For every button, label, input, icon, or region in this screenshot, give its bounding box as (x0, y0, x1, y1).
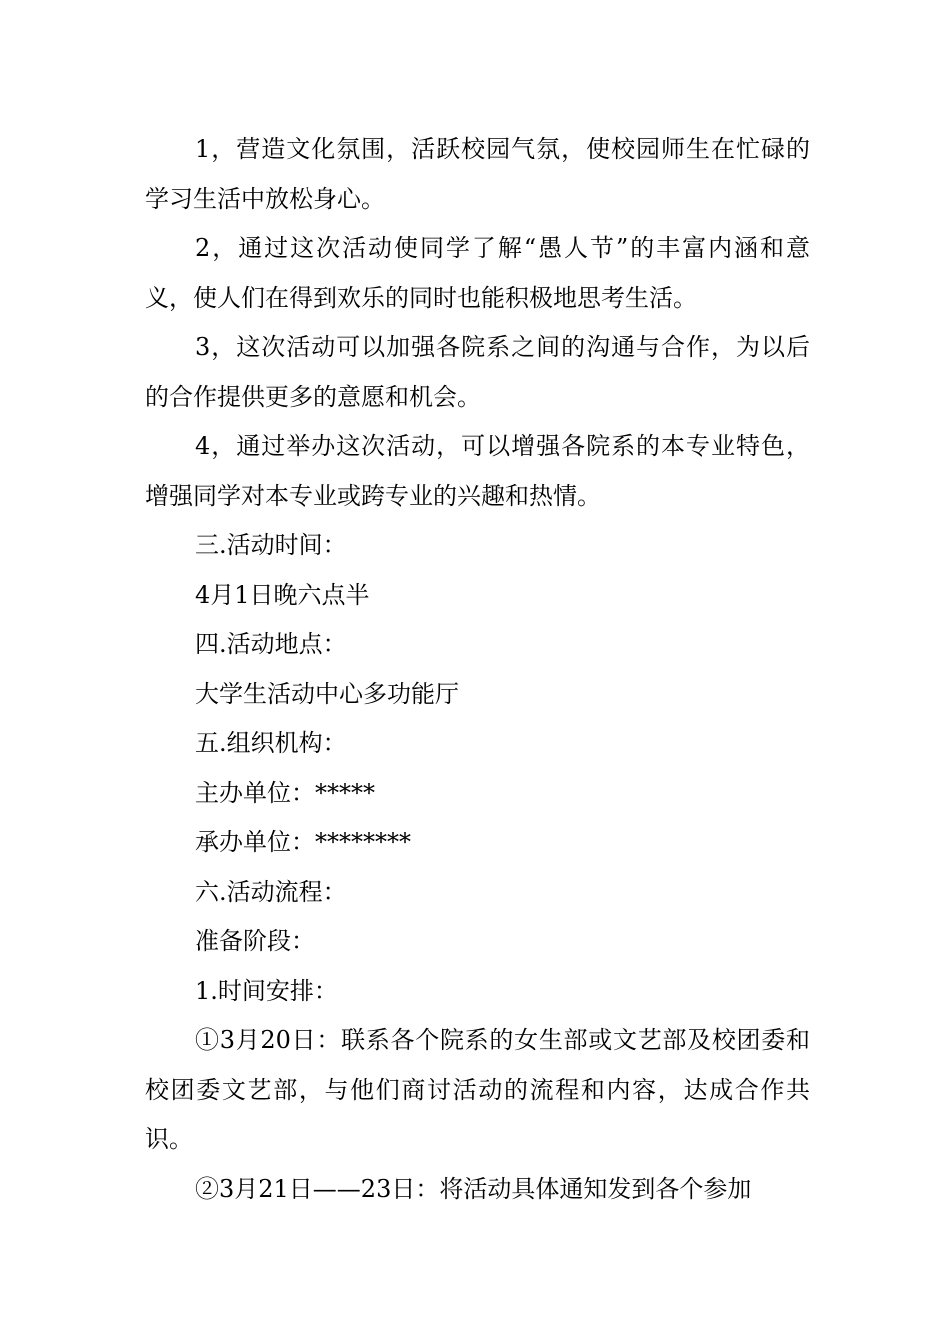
schedule-item-1: ①3月20日：联系各个院系的女生部或文艺部及校团委和校团委文艺部，与他们商讨活动的流程和内容，达成合作共识。 (145, 1026, 810, 1153)
co-organizer: 承办单位：******** (195, 828, 411, 856)
paragraph-purpose-3: 3，这次活动可以加强各院系之间的沟通与合作，为以后的合作提供更多的意愿和机会。 (145, 333, 810, 411)
event-location: 大学生活动中心多功能厅 (195, 679, 459, 708)
schedule-item-2: ②3月21日——23日：将活动具体通知发到各个参加 (195, 1174, 752, 1203)
section-heading-time: 三.活动时间： (195, 531, 347, 559)
paragraph-purpose-1: 1，营造文化氛围，活跃校园气氛，使校园师生在忙碌的学习生活中放松身心。 (145, 135, 810, 213)
section-heading-organization: 五.组织机构： (195, 729, 347, 757)
section-heading-location: 四.活动地点： (195, 630, 347, 658)
organizer: 主办单位：***** (195, 778, 375, 807)
section-heading-process: 六.活动流程： (195, 877, 347, 906)
event-time: 4月1日晚六点半 (195, 580, 370, 609)
paragraph-purpose-4: 4，通过举办这次活动，可以增强各院系的本专业特色，增强同学对本专业或跨专业的兴趣和热情。 (145, 432, 810, 510)
preparation-stage: 准备阶段： (195, 927, 315, 955)
schedule-heading: 1.时间安排： (195, 976, 338, 1005)
paragraph-purpose-2: 2，通过这次活动使同学了解“愚人节”的丰富内涵和意义，使人们在得到欢乐的同时也能积极地思考生活。 (145, 234, 810, 312)
document-body (145, 125, 810, 1214)
